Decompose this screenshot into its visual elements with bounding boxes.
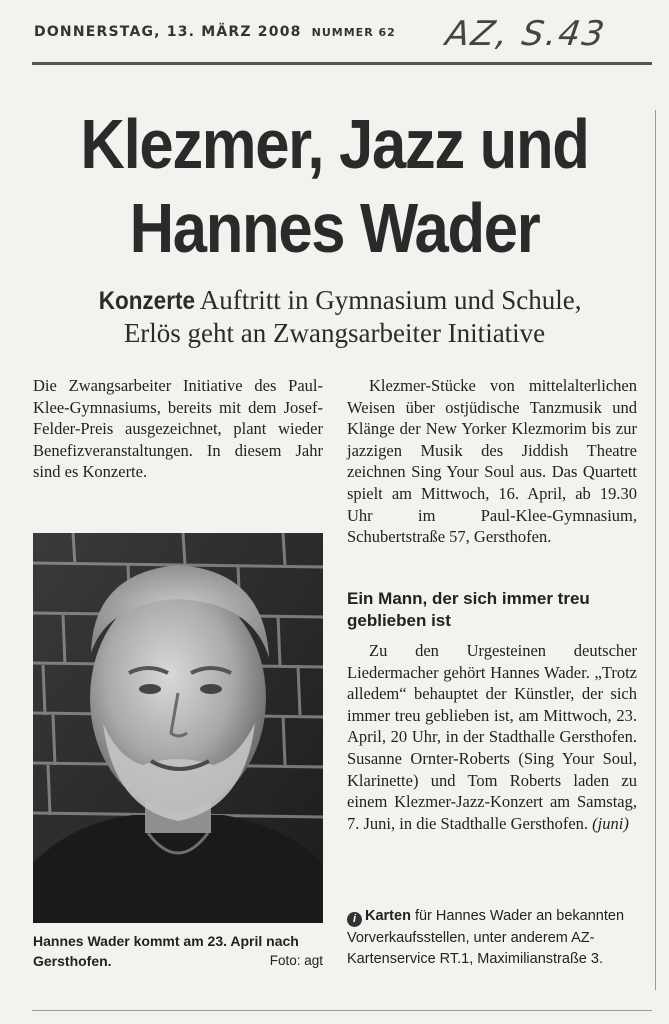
header-rule — [32, 62, 652, 65]
headline-line-1: Klezmer, Jazz und — [80, 105, 589, 183]
subhead-keyword: Konzerte — [98, 287, 195, 315]
headline-line-2: Hannes Wader — [129, 189, 540, 267]
photo-caption: Hannes Wader kommt am 23. April nach Gersthofen. — [33, 933, 299, 969]
subhead — [20, 284, 649, 349]
section-subheading: Ein Mann, der sich immer treu geblieben ist — [347, 589, 590, 630]
footer-rule — [32, 1010, 652, 1011]
headline — [58, 102, 612, 270]
column-edge-rule — [655, 110, 656, 990]
ticket-info — [347, 906, 642, 971]
photo-credit: Foto: agt — [269, 953, 323, 968]
column-1-intro — [33, 375, 323, 483]
subhead-line-1: Auftritt in Gymnasium und Schule, — [199, 285, 582, 315]
intro-paragraph: Die Zwangsarbeiter Initiative des Paul-Klee-Gymnasiums, bereits mit dem Josef-Felder-Preis ausgezeichnet, plant wieder Benefizveranstaltungen. In diesem Jahr sind es Konzerte. — [33, 376, 323, 482]
photo-caption-block — [33, 931, 323, 971]
dateline-date: DONNERSTAG, 13. MÄRZ 2008 — [34, 24, 302, 40]
subhead-line-2: Erlös geht an Zwangsarbeiter Initiative — [123, 318, 546, 348]
portrait-photo — [33, 533, 323, 923]
column-2-body — [347, 640, 637, 834]
author-tag: (juni) — [592, 813, 629, 833]
dateline — [34, 24, 396, 40]
handwritten-note: AZ, S.43 — [443, 14, 609, 54]
info-text: für Hannes Wader an bekannten Vorverkaufsstellen, unter anderem AZ-Kartenservice RT.1, Maximilianstraße 3. — [347, 908, 625, 967]
portrait-illustration — [33, 533, 323, 923]
paragraph-2: Zu den Urgesteinen deutscher Liedermacher gehört Hannes Wader. „Trotz alledem“ behauptet der Künstler, der sich immer treu geblieben ist, am Mittwoch, 23. April, 20 Uhr, in der Stadthalle Gersthofen. Susanne Ornter-Roberts (Sing Your Soul, Klarinette) und Tom Roberts laden zu einem Klezmer-Jazz-Konzert am Samstag, 7. Juni, in die Stadthalle Gersthofen. — [347, 641, 637, 833]
info-keyword: Karten — [365, 908, 411, 924]
issue-number: NUMMER 62 — [311, 26, 396, 39]
paragraph-1: Klezmer-Stücke von mittelalterlichen Weisen über ostjüdische Tanzmusik und Klänge der New Yorker Klezmorim bis zur jazzigen Musik des Jiddish Theatre zeichnen Sing Your Soul aus. Das Quartett spielt am Mittwoch, 16. April, ab 19.30 Uhr im Paul-Klee-Gymnasium, Schubertstraße 57, Gersthofen. — [347, 376, 637, 547]
column-2-text — [347, 375, 637, 548]
info-icon: i — [347, 912, 362, 927]
